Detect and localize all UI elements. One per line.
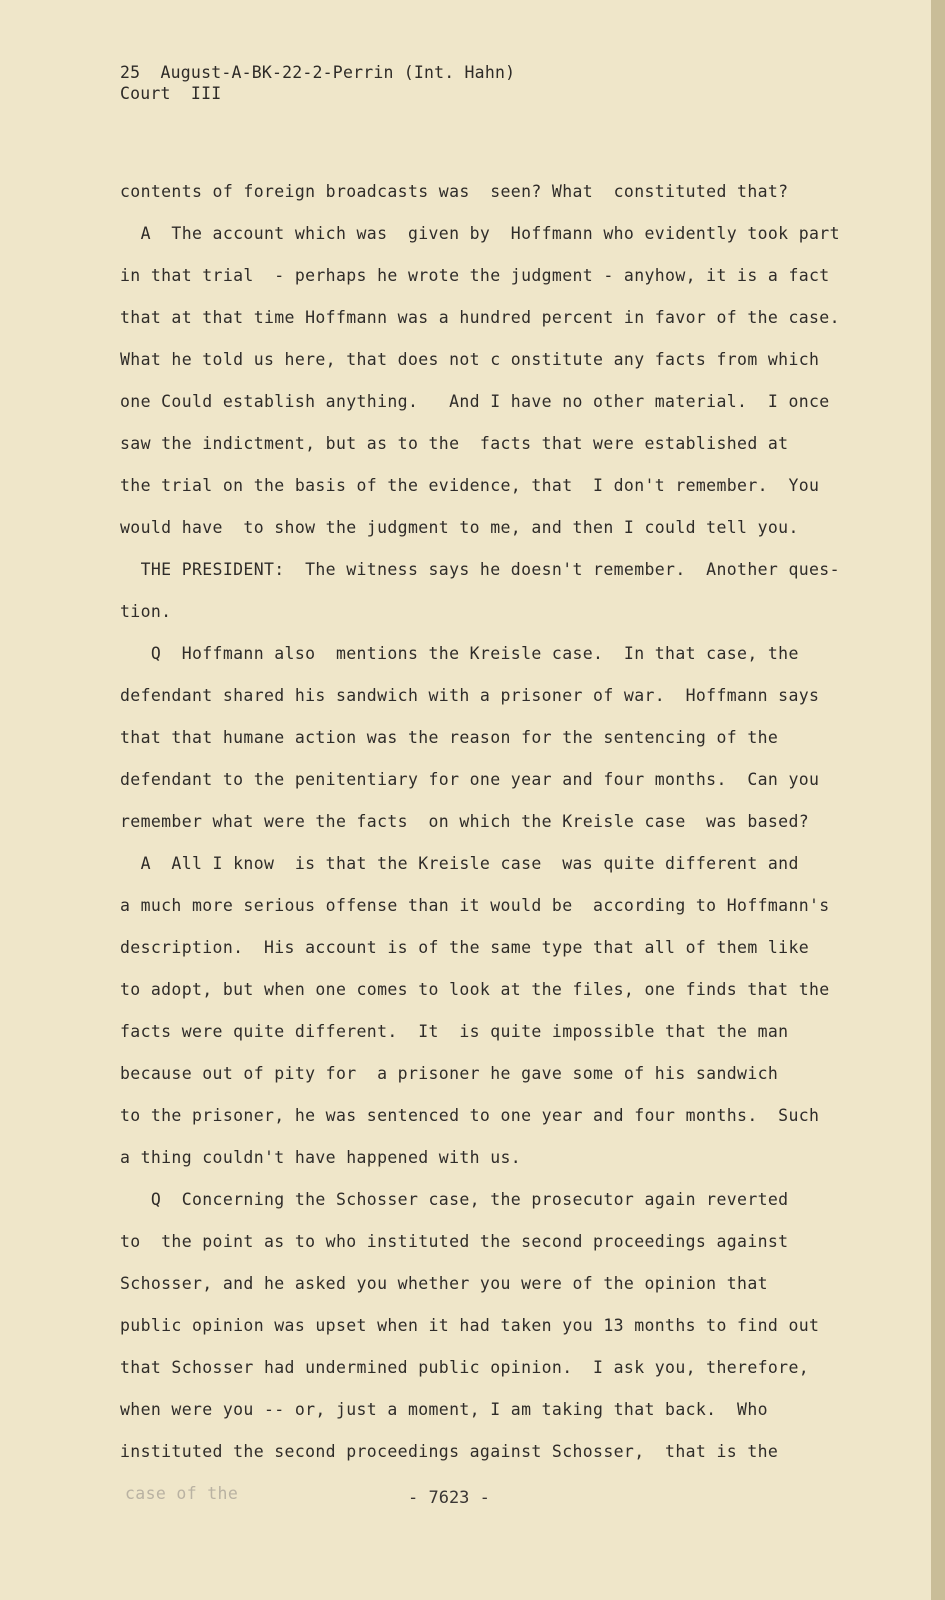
text-line: Schosser, and he asked you whether you were of the opinion that — [120, 1274, 768, 1293]
text-line: defendant shared his sandwich with a prisoner of war. Hoffmann says — [120, 686, 820, 705]
text-line: because out of pity for a prisoner he gave some of his sandwich — [120, 1064, 779, 1083]
text-line: to adopt, but when one comes to look at the files, one finds that the — [120, 980, 830, 999]
header-court: Court III — [120, 84, 222, 103]
text-line: would have to show the judgment to me, and then I could tell you. — [120, 518, 799, 537]
text-line: Q Hoffmann also mentions the Kreisle case. In that case, the — [120, 644, 799, 663]
text-line: saw the indictment, but as to the facts that were established at — [120, 434, 789, 453]
text-line: description. His account is of the same type that all of them like — [120, 938, 810, 957]
header-reference: 25 August-A-BK-22-2-Perrin (Int. Hahn) — [120, 63, 516, 82]
text-line: that Schosser had undermined public opinion. I ask you, therefore, — [120, 1358, 810, 1377]
text-line: that that humane action was the reason for the sentencing of the — [120, 728, 779, 747]
text-line: facts were quite different. It is quite impossible that the man — [120, 1022, 789, 1041]
text-line: public opinion was upset when it had taken you 13 months to find out — [120, 1316, 820, 1335]
text-line: A All I know is that the Kreisle case was quite different and — [120, 854, 799, 873]
text-line: to the point as to who instituted the second proceedings against — [120, 1232, 789, 1251]
text-line: a much more serious offense than it would be according to Hoffmann's — [120, 896, 830, 915]
text-line: tion. — [120, 602, 172, 621]
text-line: THE PRESIDENT: The witness says he doesn't remember. Another ques- — [120, 560, 840, 579]
faded-carryover-text: case of the — [125, 1484, 239, 1503]
text-line: What he told us here, that does not c onstitute any facts from which — [120, 350, 820, 369]
text-line: that at that time Hoffmann was a hundred percent in favor of the case. — [120, 308, 840, 327]
text-line: contents of foreign broadcasts was seen? What constituted that? — [120, 182, 789, 201]
text-line: remember what were the facts on which the Kreisle case was based? — [120, 812, 810, 831]
text-line: to the prisoner, he was sentenced to one year and four months. Such — [120, 1106, 820, 1125]
text-line: instituted the second proceedings against Schosser, that is the — [120, 1442, 779, 1461]
text-line: one Could establish anything. And I have no other material. I once — [120, 392, 830, 411]
text-line: when were you -- or, just a moment, I am taking that back. Who — [120, 1400, 768, 1419]
page-number: - 7623 - — [408, 1488, 490, 1508]
text-line: defendant to the penitentiary for one year and four months. Can you — [120, 770, 820, 789]
text-line: Q Concerning the Schosser case, the prosecutor again reverted — [120, 1190, 789, 1209]
text-line: A The account which was given by Hoffmann who evidently took part — [120, 224, 840, 243]
text-line: in that trial - perhaps he wrote the judgment - anyhow, it is a fact — [120, 266, 830, 285]
text-line: the trial on the basis of the evidence, that I don't remember. You — [120, 476, 820, 495]
page-header — [120, 62, 515, 104]
text-line: a thing couldn't have happened with us. — [120, 1148, 522, 1167]
